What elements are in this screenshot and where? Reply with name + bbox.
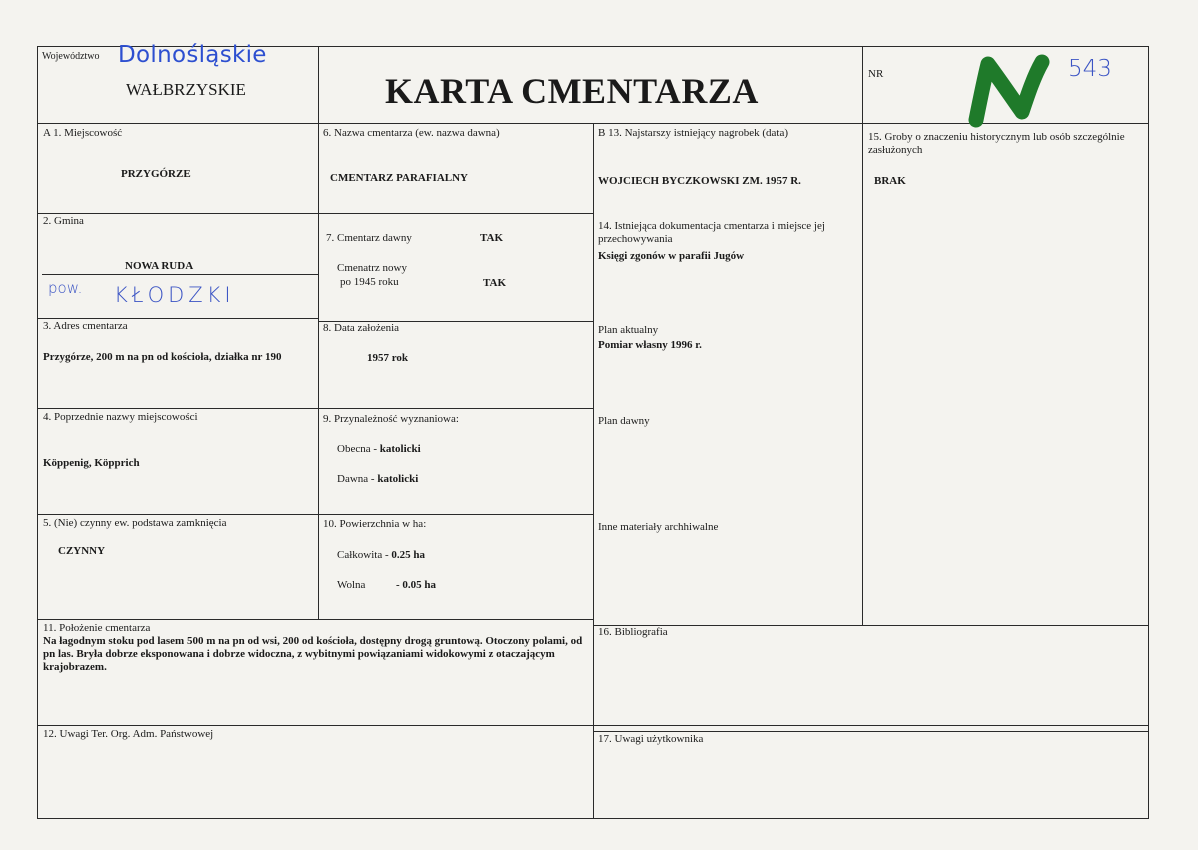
field-13-label: B 13. Najstarszy istniejący nagrobek (data) bbox=[598, 127, 788, 139]
field-14-label: 14. Istniejąca dokumentacja cmentarza i miejsce jej przechowywania bbox=[598, 220, 825, 245]
field-6-label: 6. Nazwa cmentarza (ew. nazwa dawna) bbox=[323, 127, 500, 139]
field-10-label: 10. Powierzchnia w ha: bbox=[323, 518, 427, 530]
field-8-value: 1957 rok bbox=[367, 352, 409, 364]
rule bbox=[862, 123, 863, 626]
wojewodztwo-stamp: Dolnośląskie bbox=[118, 42, 267, 68]
field-14-value: Księgi zgonów w parafii Jugów bbox=[598, 250, 745, 262]
field-9-obecna-label: Obecna - bbox=[337, 443, 380, 455]
rule bbox=[37, 619, 594, 620]
field-11-value: Na łagodnym stoku pod lasem 500 m na pn od wsi, 200 od kościoła, dostępny drogą gruntową. Otoczony polami, od pn las. Bryła dobrze eksponowana i dobrze widoczna, z wybitnymi powiązaniami widokowymi z otaczającym krajobrazem. bbox=[43, 635, 583, 673]
rule bbox=[593, 731, 1149, 732]
page-title: KARTA CMENTARZA bbox=[385, 71, 759, 111]
field-7-value: TAK bbox=[480, 232, 504, 244]
rule bbox=[42, 274, 318, 275]
wojewodztwo-label: Województwo bbox=[42, 51, 100, 62]
field-9-dawna bbox=[337, 473, 418, 486]
rule bbox=[37, 408, 594, 409]
rule bbox=[318, 123, 319, 620]
field-9-dawna-label: Dawna - bbox=[337, 473, 378, 485]
field-5-label: 5. (Nie) czynny ew. podstawa zamknięcia bbox=[43, 517, 227, 529]
rule bbox=[37, 213, 594, 214]
field-10-calkowita-label: Całkowita - bbox=[337, 549, 392, 561]
field-10-wolna-value: - 0.05 ha bbox=[396, 579, 437, 591]
rule bbox=[37, 725, 1149, 726]
field-2-value: NOWA RUDA bbox=[125, 260, 194, 272]
field-8-label: 8. Data założenia bbox=[323, 322, 400, 334]
rule bbox=[318, 46, 319, 124]
field-7b-label-line1: Cmenatrz nowy bbox=[337, 262, 407, 274]
inne-materialy-label: Inne materiały archhiwalne bbox=[598, 521, 719, 533]
nr-number: 543 bbox=[1068, 56, 1112, 82]
field-9-label: 9. Przynależność wyznaniowa: bbox=[323, 413, 459, 425]
field-17-label: 17. Uwagi użytkownika bbox=[598, 733, 704, 745]
field-7-label: 7. Cmentarz dawny bbox=[326, 232, 412, 244]
field-13-value: WOJCIECH BYCZKOWSKI ZM. 1957 R. bbox=[598, 175, 801, 187]
field-3-label: 3. Adres cmentarza bbox=[43, 320, 128, 332]
field-10-calkowita-value: 0.25 ha bbox=[391, 549, 426, 561]
wojewodztwo-old-name: WAŁBRZYSKIE bbox=[126, 80, 246, 99]
plan-aktualny-value: Pomiar własny 1996 r. bbox=[598, 339, 702, 351]
field-11-label: 11. Położenie cmentarza bbox=[43, 622, 151, 634]
field-12-label: 12. Uwagi Ter. Org. Adm. Państwowej bbox=[43, 728, 214, 740]
field-1-value: PRZYGÓRZE bbox=[121, 168, 191, 180]
rule bbox=[593, 625, 1149, 626]
rule bbox=[37, 318, 319, 319]
field-6-value: CMENTARZ PARAFIALNY bbox=[330, 172, 469, 184]
rule bbox=[1148, 46, 1149, 819]
field-7b-value: TAK bbox=[483, 277, 507, 289]
field-2-hand-value: KŁODZKI bbox=[114, 283, 235, 307]
field-7b-label-line2: po 1945 roku bbox=[340, 276, 399, 288]
nr-label: NR bbox=[868, 68, 884, 80]
plan-aktualny-label: Plan aktualny bbox=[598, 324, 659, 336]
field-10-calkowita bbox=[337, 549, 425, 562]
field-2-hand-prefix: pow. bbox=[48, 279, 83, 297]
plan-dawny-label: Plan dawny bbox=[598, 415, 650, 427]
field-9-dawna-value: katolicki bbox=[377, 473, 419, 485]
field-4-value: Köppenig, Köpprich bbox=[43, 457, 140, 469]
field-4-label: 4. Poprzednie nazwy miejscowości bbox=[43, 411, 198, 423]
field-9-obecna-value: katolicki bbox=[379, 443, 421, 455]
rule bbox=[37, 514, 594, 515]
marker-n-signature bbox=[960, 54, 1060, 130]
rule bbox=[593, 123, 594, 819]
rule bbox=[862, 46, 863, 124]
field-2-label: 2. Gmina bbox=[43, 215, 84, 227]
field-5-value: CZYNNY bbox=[58, 545, 106, 557]
field-15-label: 15. Groby o znaczeniu historycznym lub osób szczególnie zasłużonych bbox=[868, 131, 1125, 156]
field-1-label: A 1. Miejscowość bbox=[43, 127, 123, 139]
field-15-value: BRAK bbox=[874, 175, 906, 187]
rule bbox=[37, 46, 38, 819]
field-9-obecna bbox=[337, 443, 421, 456]
field-16-label: 16. Bibliografia bbox=[598, 626, 668, 638]
field-10-wolna-label: Wolna bbox=[337, 579, 366, 591]
field-3-value: Przygórze, 200 m na pn od kościoła, działka nr 190 bbox=[43, 351, 282, 363]
